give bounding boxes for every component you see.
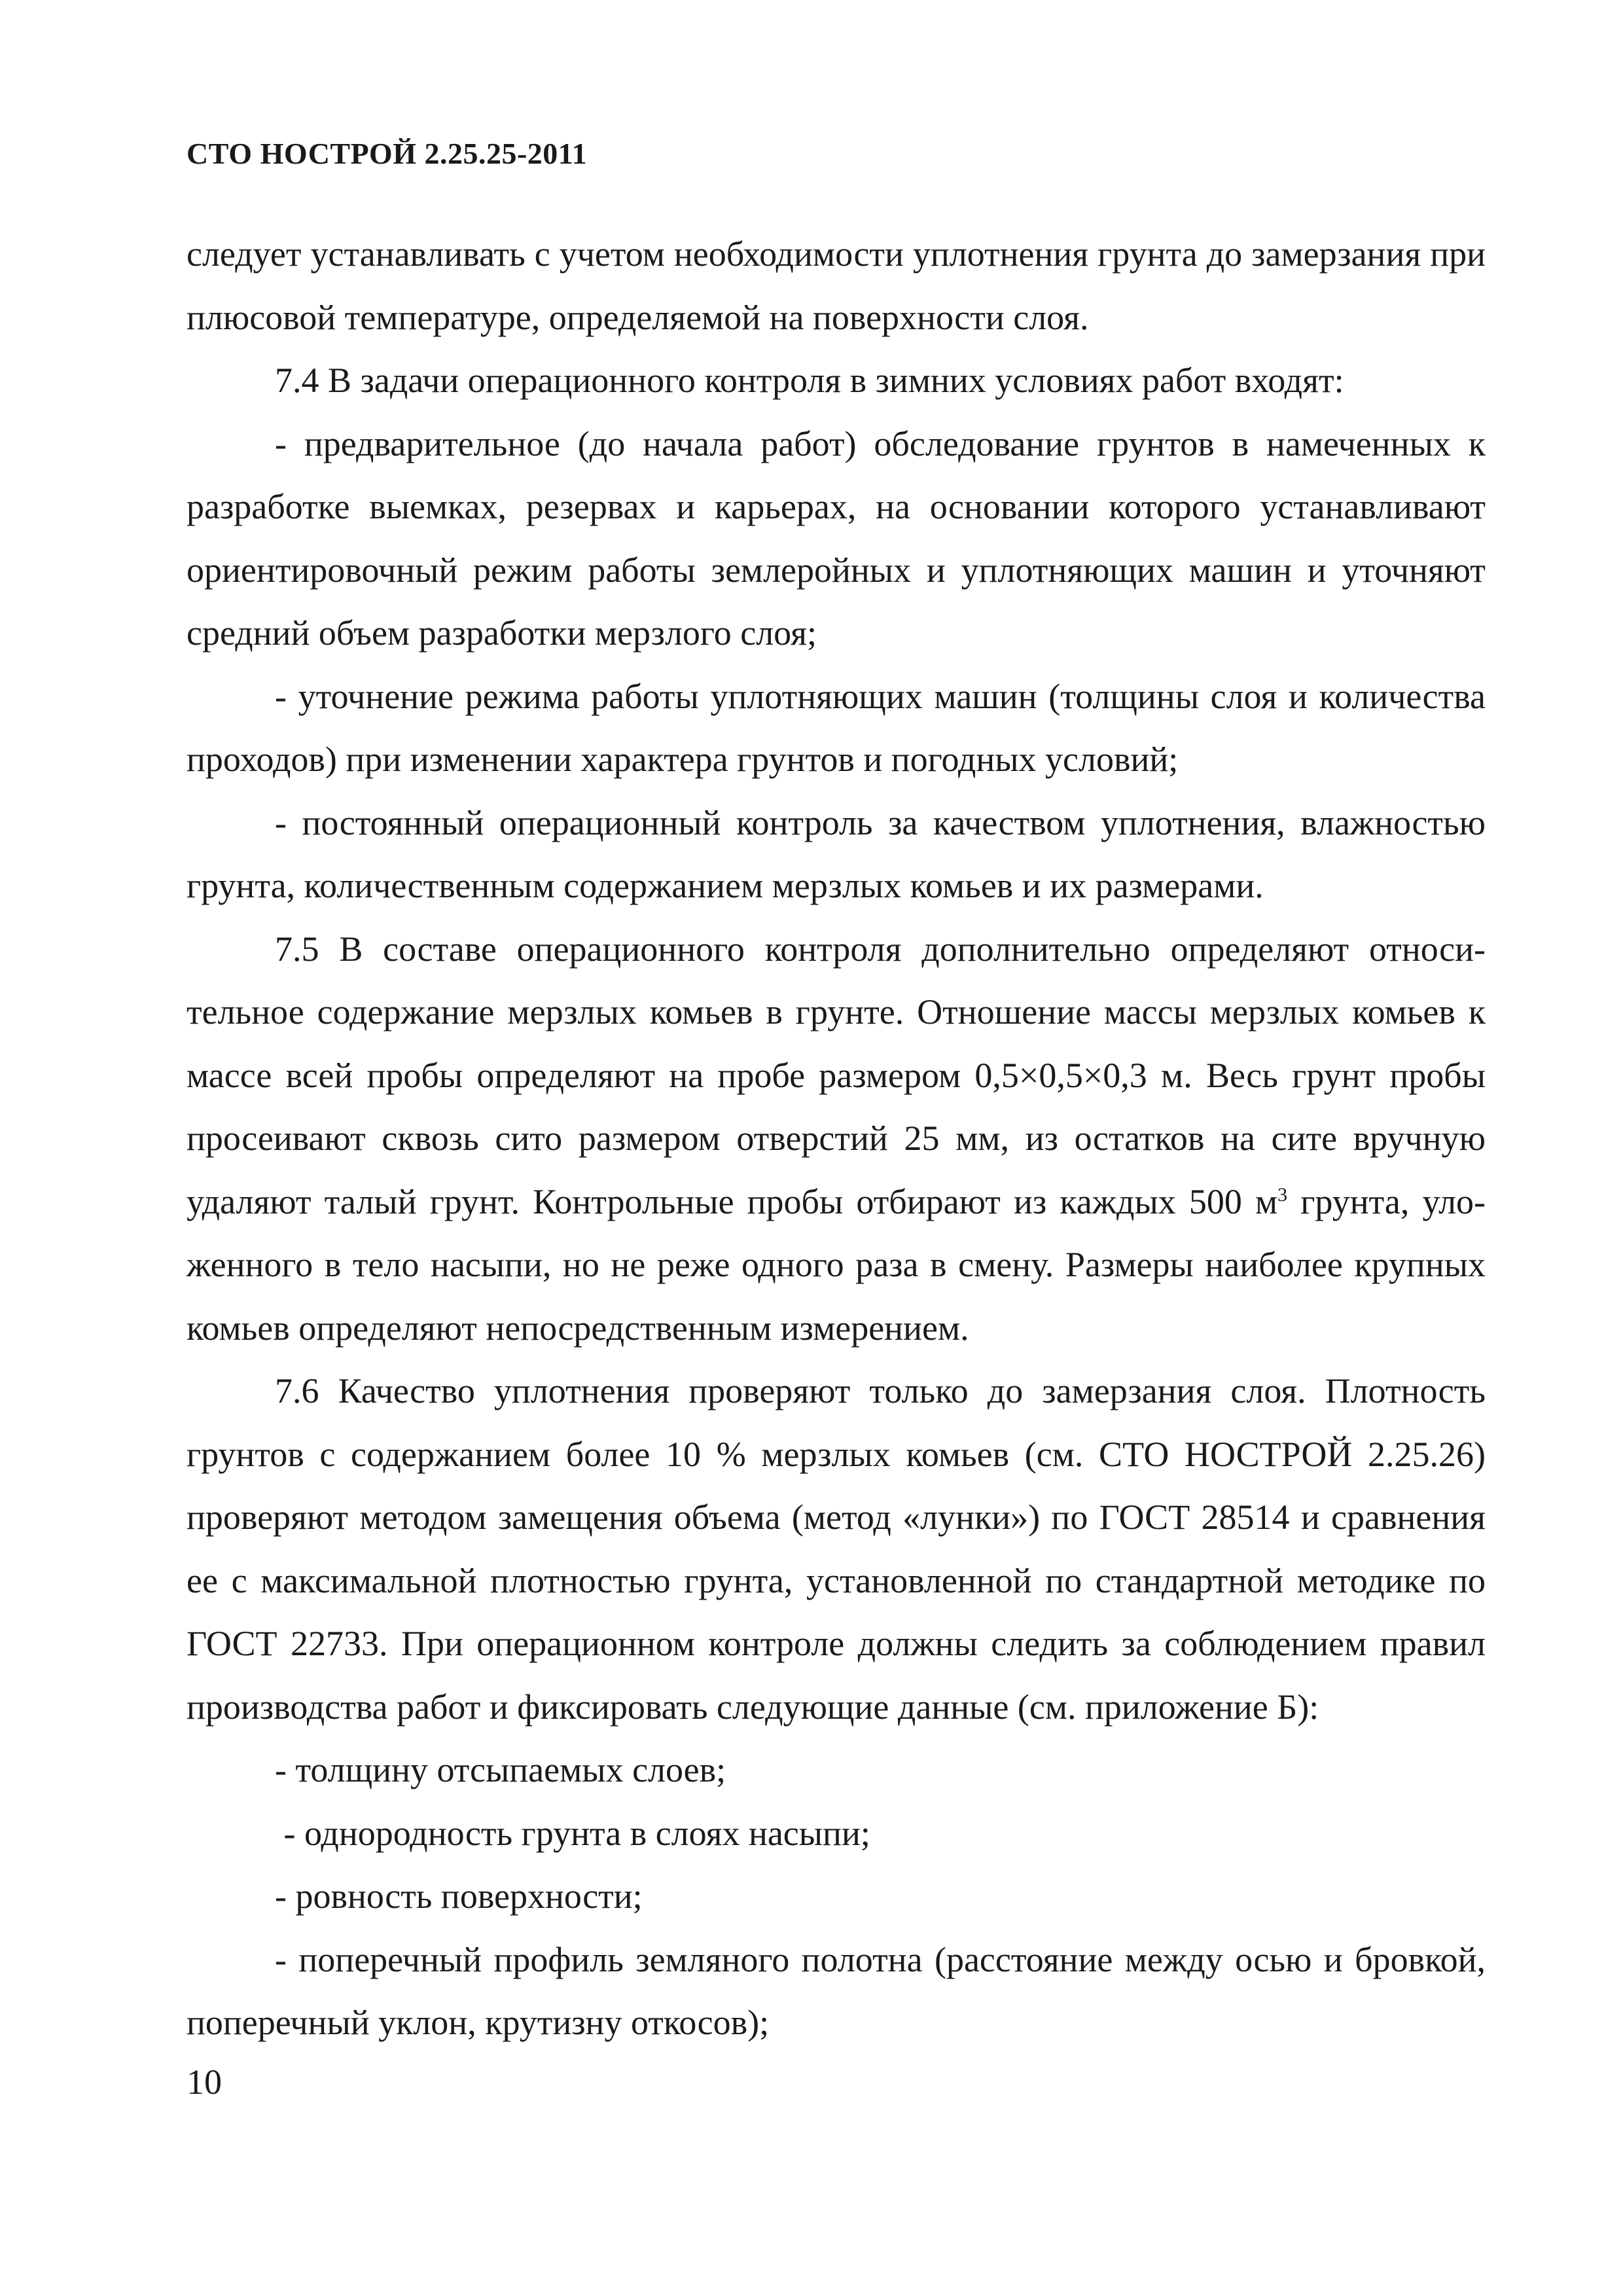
list-item-soil-homogeneity: - однородность грунта в слоях насыпи; bbox=[275, 1813, 870, 1853]
paragraph-7-4: 7.4 В задачи операционного контроля в зимних условиях работ входят: bbox=[275, 361, 1344, 400]
paragraph-7-5 bbox=[187, 918, 1486, 1360]
list-item-continuous-control: - постоянный операционный контроль за качеством уплотнения, влажностью грунта, количественным содержанием мерзлых комьев и их размерами. bbox=[187, 802, 1486, 905]
list-item-layer-thickness: - толщину отсыпаемых слоев; bbox=[275, 1750, 726, 1789]
page-number: 10 bbox=[187, 2062, 222, 2102]
list-item-cross-profile: - поперечный профиль земляного полотна (расстояние между осью и бровкой, поперечный уклон, крутизну откосов); bbox=[187, 1939, 1486, 2042]
paragraph-7-6: 7.6 Качество уплотнения проверяют только до замерзания слоя. Плотность грунтов с содержанием более 10 % мерзлых комьев (см. СТО НОСТРОЙ 2.25.26) проверяют методом замещения объема (метод «лунки») по ГОСТ 28514 и сравнения ее с максимальной плотностью грунта, установленной по стандартной методике по ГОСТ 22733. При операционном контроле должны следить за соблюдением правил производства работ и фиксировать следующие данные (см. приложение Б): bbox=[187, 1371, 1486, 1727]
superscript-cubic: 3 bbox=[1277, 1183, 1288, 1206]
list-item-surface-evenness: - ровность поверхности; bbox=[275, 1876, 643, 1916]
paragraph-7-5-text-a: 7.5 В составе операционного контроля дополнительно определяют относительное содержание мерзлых комьев в грунте. Отношение массы мерзлых комьев к массе всей пробы определяют на пробе размером 0,5×0,5×0,3 м. Весь грунт пробы просеивают сквозь сито размером отверстий 25 мм, из остатков на сите вручную удаляют талый грунт. Контрольные пробы отбирают из каждых 500 м bbox=[187, 929, 1486, 1221]
list-item-preliminary-survey: - предварительное (до начала работ) обследование грунтов в намеченных к разработке выемках, резервах и карьерах, на основании которого устанавливают ориентировочный режим работы землеройных и уплотняющих машин и уточняют средний объем разработки мерзлого слоя; bbox=[187, 423, 1486, 653]
paragraph-7-5-text-b: грунта, уложенного в тело насыпи, но не реже одного раза в смену. Размеры наиболее крупных комьев определяют непосредственным измерением. bbox=[187, 1181, 1486, 1348]
document-header: СТО НОСТРОЙ 2.25.25-2011 bbox=[187, 137, 588, 170]
document-body bbox=[187, 223, 1486, 2054]
paragraph-continuation: следует устанавливать с учетом необходимости уплотнения грунта до замерзания при плюсовой температуре, определяемой на поверхности слоя. bbox=[187, 234, 1486, 337]
list-item-compaction-mode: - уточнение режима работы уплотняющих машин (толщины слоя и количества проходов) при изменении характера грунтов и погодных условий; bbox=[187, 676, 1486, 779]
